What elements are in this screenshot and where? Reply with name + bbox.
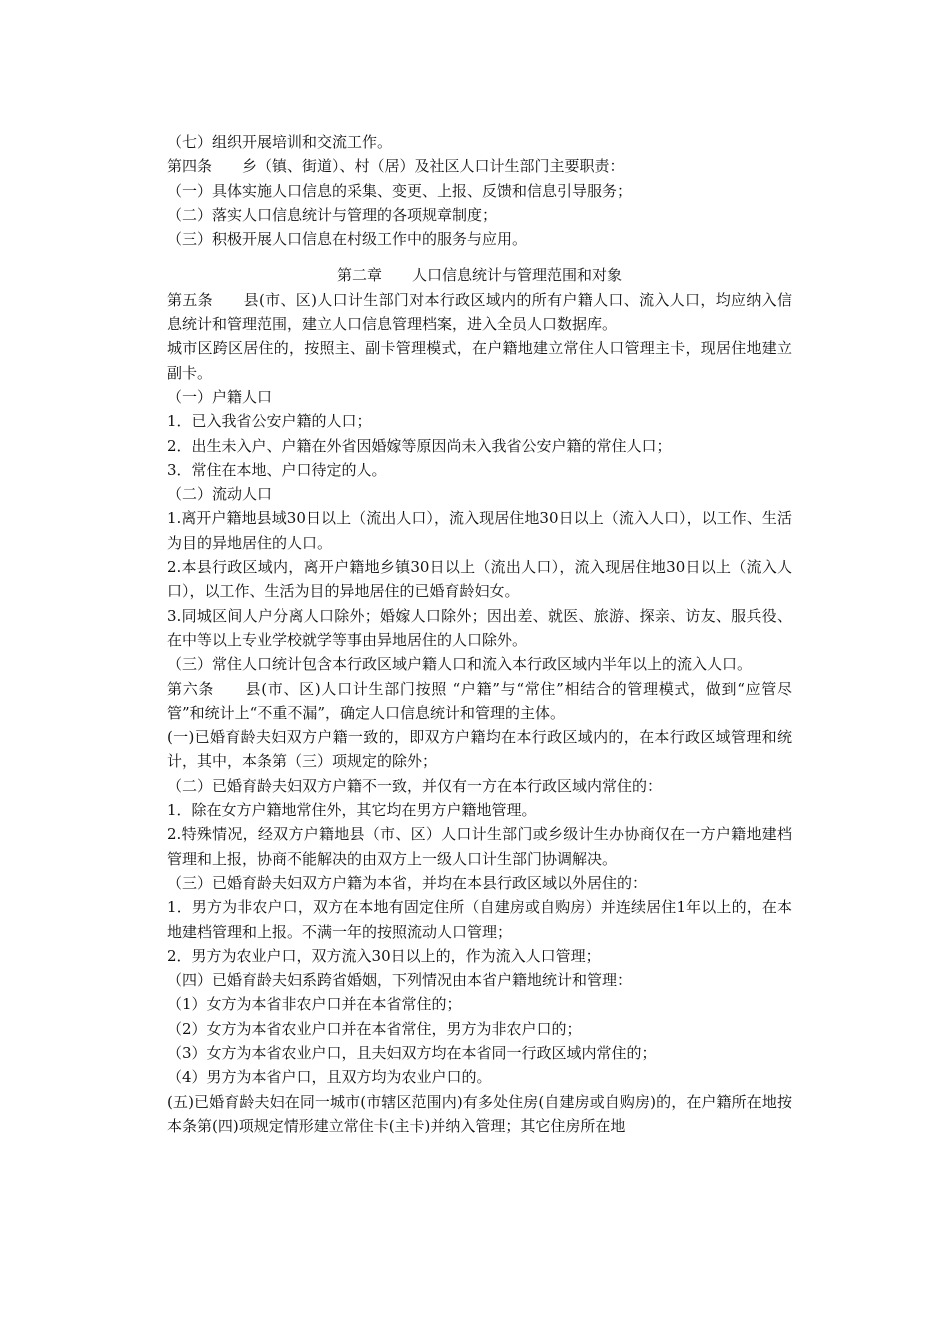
paragraph: （三）积极开展人口信息在村级工作中的服务与应用。 [167,230,528,249]
paragraph: （二）已婚育龄夫妇双方户籍不一致，并仅有一方在本行政区域内常住的： [167,776,663,795]
paragraph: （3）女方为本省农业户口，且夫妇双方均在本省同一行政区域内常住的； [167,1043,657,1062]
paragraph: 1．男方为非农户口，双方在本地有固定住所（自建房或自购房）并连续居住1年以上的，在本地建档管理和上报。不满一年的按照流动人口管理； [167,898,792,941]
paragraph: 城市区跨区居住的，按照主、副卡管理模式，在户籍地建立常住人口管理主卡，现居住地建立副卡。 [167,339,792,382]
paragraph: 1．已入我省公安户籍的人口； [167,412,372,431]
paragraph: （4）男方为本省户口，且双方均为农业户口的。 [167,1068,492,1087]
article-6: 第六条 县(市、区)人口计生部门按照 “户籍”与“常住”相结合的管理模式，做到“应管尽管”和统计上“不重不漏”，确定人口信息统计和管理的主体。 [167,679,792,722]
paragraph: （2）女方为本省农业户口并在本省常住，男方为非农户口的； [167,1019,582,1038]
paragraph: (五)已婚育龄夫妇在同一城市(市辖区范围内)有多处住房(自建房或自购房)的，在户籍所在地按本条第(四)项规定情形建立常住卡(主卡)并纳入管理；其它住房所在地 [167,1092,792,1135]
paragraph: 1．除在女方户籍地常住外，其它均在男方户籍地管理。 [167,801,537,820]
paragraph: （一）具体实施人口信息的采集、变更、上报、反馈和信息引导服务； [167,181,633,200]
paragraph: （二）流动人口 [167,485,273,504]
paragraph: （七）组织开展培训和交流工作。 [167,133,393,151]
paragraph: 1.离开户籍地县域30日以上（流出人口），流入现居住地30日以上（流入人口），以工作、生活为目的异地居住的人口。 [167,509,792,552]
paragraph: （一）户籍人口 [167,387,273,406]
paragraph: （二）落实人口信息统计与管理的各项规章制度； [167,205,498,224]
paragraph: （三）已婚育龄夫妇双方户籍为本省，并均在本县行政区域以外居住的： [167,873,648,892]
paragraph: 2．男方为农业户口，双方流入30日以上的，作为流入人口管理； [167,946,601,965]
paragraph: 3．常住在本地、户口待定的人。 [167,460,387,479]
paragraph: (一)已婚育龄夫妇双方户籍一致的，即双方户籍均在本行政区域内的，在本行政区域管理和统计，其中，本条第（三）项规定的除外； [167,728,792,771]
paragraph: （四）已婚育龄夫妇系跨省婚姻，下列情况由本省户籍地统计和管理： [167,971,633,990]
article-5: 第五条 县(市、区)人口计生部门对本行政区域内的所有户籍人口、流入人口，均应纳入信息统计和管理范围，建立人口信息管理档案，进入全员人口数据库。 [167,290,792,334]
paragraph: 2．出生未入户、户籍在外省因婚嫁等原因尚未入我省公安户籍的常住人口； [167,436,672,455]
paragraph: （三）常住人口统计包含本行政区域户籍人口和流入本行政区域内半年以上的流入人口。 [167,655,753,674]
paragraph: 2.本县行政区域内，离开户籍地乡镇30日以上（流出人口），流入现居住地30日以上（流入人口），以工作、生活为目的异地居住的已婚育龄妇女。 [167,558,792,601]
document-body [167,130,792,1138]
paragraph: 2.特殊情况，经双方户籍地县（市、区）人口计生部门或乡级计生办协商仅在一方户籍地建档管理和上报，协商不能解决的由双方上一级人口计生部门协调解决。 [167,825,792,868]
paragraph: 3.同城区间人户分离人口除外；婚嫁人口除外；因出差、就医、旅游、探亲、访友、服兵役、在中等以上专业学校就学等事由异地居住的人口除外。 [167,606,792,649]
article-4-heading: 第四条 乡（镇、街道）、村（居）及社区人口计生部门主要职责： [167,157,625,176]
chapter-2-title: 第二章 人口信息统计与管理范围和对象 [336,266,622,285]
paragraph: （1）女方为本省非农户口并在本省常住的； [167,995,462,1014]
